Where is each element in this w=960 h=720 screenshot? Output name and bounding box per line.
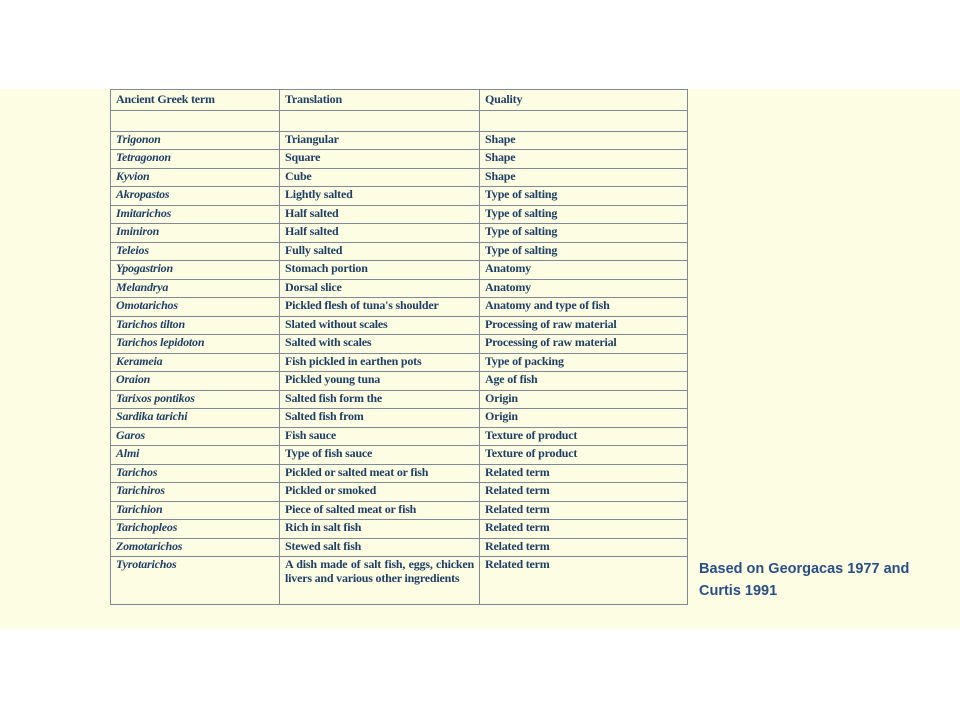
- column-header-quality: Quality: [480, 90, 688, 111]
- term-cell: Tarichos tilton: [111, 316, 280, 335]
- quality-cell: Type of salting: [480, 224, 688, 243]
- quality-cell: Shape: [480, 150, 688, 169]
- quality-cell: Shape: [480, 131, 688, 150]
- table-row: [111, 316, 688, 335]
- quality-cell: Processing of raw material: [480, 335, 688, 354]
- translation-cell: Salted fish from: [280, 409, 480, 428]
- translation-cell: Slated without scales: [280, 316, 480, 335]
- quality-cell: Type of salting: [480, 242, 688, 261]
- quality-cell: Related term: [480, 501, 688, 520]
- term-cell: Tarichos: [111, 464, 280, 483]
- table-row: [111, 242, 688, 261]
- table-row: [111, 131, 688, 150]
- translation-cell: Type of fish sauce: [280, 446, 480, 465]
- translation-cell: Half salted: [280, 205, 480, 224]
- table-row: [111, 298, 688, 317]
- term-cell: Zomotarichos: [111, 538, 280, 557]
- translation-cell: Fish sauce: [280, 427, 480, 446]
- greek-terms-table: [110, 89, 688, 605]
- term-cell: Tyrotarichos: [111, 557, 280, 605]
- table-row: [111, 279, 688, 298]
- table-header-row: [111, 90, 688, 111]
- quality-cell: Anatomy: [480, 279, 688, 298]
- translation-cell: Stomach portion: [280, 261, 480, 280]
- source-note: Based on Georgacas 1977 and Curtis 1991: [699, 561, 910, 599]
- translation-cell: Salted with scales: [280, 335, 480, 354]
- table-row: [111, 353, 688, 372]
- translation-cell: Lightly salted: [280, 187, 480, 206]
- quality-cell: Related term: [480, 557, 688, 605]
- translation-cell: Triangular: [280, 131, 480, 150]
- table-cell: [111, 110, 280, 131]
- translation-cell: Salted fish form the: [280, 390, 480, 409]
- table-row: [111, 390, 688, 409]
- quality-cell: Anatomy: [480, 261, 688, 280]
- translation-cell: Cube: [280, 168, 480, 187]
- table-row: [111, 538, 688, 557]
- quality-cell: Shape: [480, 168, 688, 187]
- translation-cell: A dish made of salt fish, eggs, chicken livers and various other ingredients: [280, 557, 480, 605]
- quality-cell: Related term: [480, 520, 688, 539]
- quality-cell: Type of packing: [480, 353, 688, 372]
- term-cell: Melandrya: [111, 279, 280, 298]
- term-cell: Teleios: [111, 242, 280, 261]
- translation-cell: Stewed salt fish: [280, 538, 480, 557]
- empty-row: [111, 110, 688, 131]
- translation-cell: Piece of salted meat or fish: [280, 501, 480, 520]
- translation-cell: Pickled young tuna: [280, 372, 480, 391]
- quality-cell: Processing of raw material: [480, 316, 688, 335]
- quality-cell: Anatomy and type of fish: [480, 298, 688, 317]
- quality-cell: Type of salting: [480, 187, 688, 206]
- term-cell: Ypogastrion: [111, 261, 280, 280]
- quality-cell: Texture of product: [480, 446, 688, 465]
- term-cell: Akropastos: [111, 187, 280, 206]
- term-cell: Trigonon: [111, 131, 280, 150]
- translation-cell: Pickled or smoked: [280, 483, 480, 502]
- table-body: [111, 110, 688, 605]
- table-cell: [480, 110, 688, 131]
- term-cell: Oraion: [111, 372, 280, 391]
- translation-cell: Dorsal slice: [280, 279, 480, 298]
- quality-cell: Age of fish: [480, 372, 688, 391]
- table-row: [111, 501, 688, 520]
- quality-cell: Related term: [480, 538, 688, 557]
- table-row: [111, 261, 688, 280]
- term-cell: Tarichion: [111, 501, 280, 520]
- term-cell: Garos: [111, 427, 280, 446]
- table-row: [111, 427, 688, 446]
- term-cell: Almi: [111, 446, 280, 465]
- quality-cell: Type of salting: [480, 205, 688, 224]
- quality-cell: Origin: [480, 409, 688, 428]
- quality-cell: Related term: [480, 483, 688, 502]
- translation-cell: Half salted: [280, 224, 480, 243]
- table-row: [111, 464, 688, 483]
- quality-cell: Texture of product: [480, 427, 688, 446]
- table-row: [111, 520, 688, 539]
- table-row: [111, 205, 688, 224]
- translation-cell: Pickled flesh of tuna's shoulder: [280, 298, 480, 317]
- table-row: [111, 187, 688, 206]
- table-row: [111, 335, 688, 354]
- term-cell: Kyvion: [111, 168, 280, 187]
- table-row: [111, 224, 688, 243]
- term-cell: Tarichopleos: [111, 520, 280, 539]
- quality-cell: Related term: [480, 464, 688, 483]
- term-cell: Kerameia: [111, 353, 280, 372]
- translation-cell: Pickled or salted meat or fish: [280, 464, 480, 483]
- table-row: [111, 446, 688, 465]
- table-cell: [280, 110, 480, 131]
- translation-cell: Rich in salt fish: [280, 520, 480, 539]
- term-cell: Tarixos pontikos: [111, 390, 280, 409]
- term-cell: Tarichos lepidoton: [111, 335, 280, 354]
- translation-cell: Fish pickled in earthen pots: [280, 353, 480, 372]
- term-cell: Tetragonon: [111, 150, 280, 169]
- table-row: [111, 409, 688, 428]
- term-cell: Tarichiros: [111, 483, 280, 502]
- term-cell: Omotarichos: [111, 298, 280, 317]
- quality-cell: Origin: [480, 390, 688, 409]
- column-header-term: Ancient Greek term: [111, 90, 280, 111]
- term-cell: Iminiron: [111, 224, 280, 243]
- term-cell: Sardika tarichi: [111, 409, 280, 428]
- table-row: [111, 557, 688, 605]
- table-row: [111, 168, 688, 187]
- table-row: [111, 372, 688, 391]
- table-row: [111, 150, 688, 169]
- translation-cell: Fully salted: [280, 242, 480, 261]
- translation-cell: Square: [280, 150, 480, 169]
- term-cell: Imitarichos: [111, 205, 280, 224]
- table-row: [111, 483, 688, 502]
- column-header-translation: Translation: [280, 90, 480, 111]
